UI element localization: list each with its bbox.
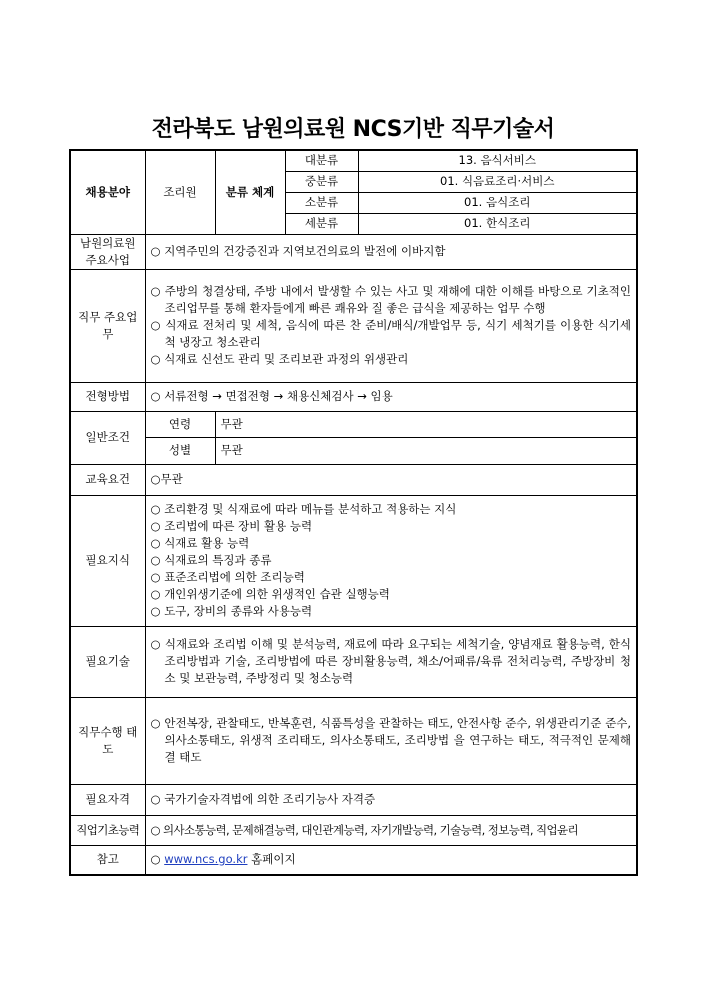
basic-skills-text: ○ 의사소통능력, 문제해결능력, 대인관계능력, 자기개발능력, 기술능력, 정보능력, 직업윤리: [145, 815, 637, 845]
ncs-link[interactable]: www.ncs.go.kr: [164, 852, 248, 867]
selection-row: [70, 382, 637, 411]
knowledge-label: 필요지식: [70, 495, 145, 626]
gender-value: 무관: [215, 437, 637, 464]
general-label: 일반조건: [70, 411, 145, 464]
category-detail-label: 세분류: [285, 213, 358, 234]
general-row-age: [70, 411, 637, 437]
duties-list: [145, 269, 637, 382]
category-major-label: 대분류: [285, 150, 358, 171]
knowledge-item: ○ 조리법에 따른 장비 활용 능력: [150, 519, 313, 533]
classification-row-1: [70, 150, 637, 171]
category-minor-label: 소분류: [285, 192, 358, 213]
qualification-label: 필요자격: [70, 784, 145, 815]
attitude-row: [70, 697, 637, 784]
knowledge-item: ○ 개인위생기준에 의한 위생적인 습관 실행능력: [150, 587, 390, 601]
basic-skills-label: 직업기초능력: [70, 815, 145, 845]
skills-label: 필요기술: [70, 626, 145, 697]
knowledge-item: ○ 도구, 장비의 종류와 사용능력: [150, 604, 313, 618]
main-business-text: ○ 지역주민의 건강증진과 지역보건의료의 발전에 이바지함: [145, 234, 637, 269]
gender-label: 성별: [145, 437, 215, 464]
knowledge-list: [145, 495, 637, 626]
knowledge-row: [70, 495, 637, 626]
education-label: 교육요건: [70, 464, 145, 495]
knowledge-item: ○ 표준조리법에 의한 조리능력: [150, 570, 305, 584]
attitude-cell: [145, 697, 637, 784]
age-value: 무관: [215, 411, 637, 437]
attitude-label: 직무수행 태도: [70, 697, 145, 784]
duty-item: ○ 주방의 청결상태, 주방 내에서 발생할 수 있는 사고 및 재해에 대한 이해를 바탕으로 기초적인 조리업무를 통해 환자들에게 빠른 쾌유와 질 좋은 급식을 제공하는 업무 수행: [150, 284, 631, 315]
reference-label: 참고: [70, 845, 145, 875]
general-row-gender: [70, 437, 637, 464]
main-business-row: [70, 234, 637, 269]
knowledge-item: ○ 식재료 활용 능력: [150, 536, 250, 550]
reference-cell: [145, 845, 637, 875]
qualification-text: ○ 국가기술자격법에 의한 조리기능사 자격증: [145, 784, 637, 815]
field-value: 조리원: [145, 150, 215, 234]
duty-item: ○ 식재료 전처리 및 세척, 음식에 따른 찬 준비/배식/개발업무 등, 식기 세척기를 이용한 식기세척 냉장고 청소관리: [150, 318, 631, 349]
duties-label: 직무 주요업무: [70, 269, 145, 382]
job-description-table: [69, 149, 638, 876]
knowledge-item: ○ 식재료의 특징과 종류: [150, 553, 272, 567]
duties-row: [70, 269, 637, 382]
skills-row: [70, 626, 637, 697]
reference-row: [70, 845, 637, 875]
basic-skills-row: [70, 815, 637, 845]
reference-bullet: ○: [150, 852, 161, 867]
attitude-text: ○ 안전복장, 관찰태도, 반복훈련, 식품특성을 관찰하는 태도, 안전사항 준수, 위생관리기준 준수, 의사소통태도, 위생적 조리태도, 의사소통태도, 조리방법 을 연구하는 태도, 적극적인 문제해결 태도: [150, 716, 631, 764]
knowledge-item: ○ 조리환경 및 식재료에 따라 메뉴를 분석하고 적용하는 지식: [150, 502, 457, 516]
classification-group-label: 분류 체계: [215, 150, 285, 234]
page-title: 전라북도 남원의료원 NCS기반 직무기술서: [151, 117, 555, 142]
category-minor-value: 01. 음식조리: [358, 192, 637, 213]
category-middle-value: 01. 식음료조리·서비스: [358, 171, 637, 192]
category-major-value: 13. 음식서비스: [358, 150, 637, 171]
skills-cell: [145, 626, 637, 697]
education-row: [70, 464, 637, 495]
duty-item: ○ 식재료 신선도 관리 및 조리보관 과정의 위생관리: [150, 352, 409, 366]
main-business-label: 남원의료원 주요사업: [70, 234, 145, 269]
skills-text: ○ 식재료와 조리법 이해 및 분석능력, 재료에 따라 요구되는 세척기술, 양념재료 활용능력, 한식 조리방법과 기술, 조리방법에 따른 장비활용능력, 채소/어패류/육류 전처리능력, 주방장비 청소 및 보관능력, 주방정리 및 청소능력: [150, 637, 631, 685]
selection-text: ○ 서류전형 → 면접전형 → 채용신체검사 → 임용: [145, 382, 637, 411]
category-detail-value: 01. 한식조리: [358, 213, 637, 234]
selection-label: 전형방법: [70, 382, 145, 411]
reference-suffix: 홈페이지: [251, 852, 296, 867]
age-label: 연령: [145, 411, 215, 437]
field-label: 채용분야: [70, 150, 145, 234]
qualification-row: [70, 784, 637, 815]
category-middle-label: 중분류: [285, 171, 358, 192]
education-text: ○무관: [145, 464, 637, 495]
